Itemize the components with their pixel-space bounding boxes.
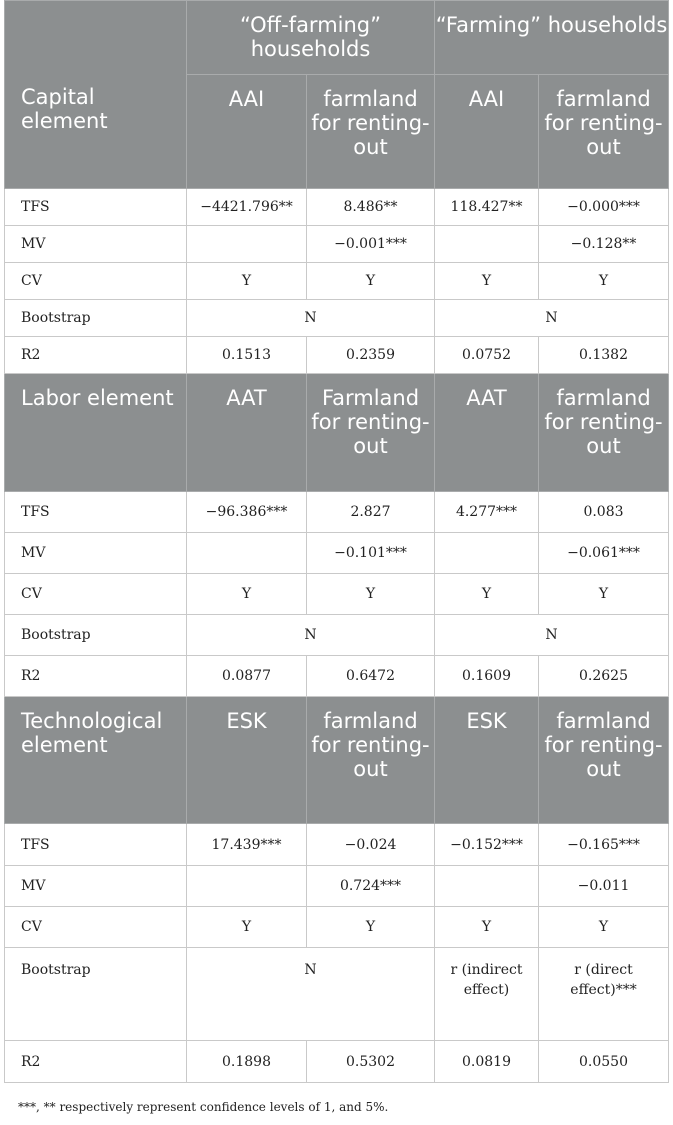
group-farming: “Farming” households [435,1,669,75]
cell [187,226,307,263]
row-label: R2 [5,337,187,374]
table-row [5,189,669,226]
row-label: Bootstrap [5,300,187,337]
col-header: Farmland for renting-out [307,374,435,492]
row-label: R2 [5,1041,187,1083]
section-element-label: Capital element [5,1,187,189]
cell: 0.1609 [435,656,539,697]
table-row [5,492,669,533]
cell: N [187,615,435,656]
cell: 0.2625 [539,656,669,697]
col-header: farmland for renting-out [307,697,435,824]
cell [435,866,539,907]
cell: Y [307,574,435,615]
row-label: MV [5,866,187,907]
cell: Y [539,907,669,948]
cell: Y [307,263,435,300]
table-footnote: ***, ** respectively represent confidence levels of 1, and 5%. [18,1100,389,1114]
cell: −0.000*** [539,189,669,226]
table-row [5,948,669,1041]
cell: −96.386*** [187,492,307,533]
cell [187,533,307,574]
cell: 0.0752 [435,337,539,374]
col-header: farmland for renting-out [539,374,669,492]
table-row [5,615,669,656]
cell: N [187,300,435,337]
cell: N [187,948,435,1041]
col-header: farmland for renting-out [307,75,435,189]
row-label: R2 [5,656,187,697]
row-label: MV [5,533,187,574]
cell: 0.5302 [307,1041,435,1083]
cell: 0.1513 [187,337,307,374]
table-row [5,533,669,574]
cell: Y [435,907,539,948]
cell: −0.024 [307,824,435,866]
row-label: CV [5,907,187,948]
row-label: Bootstrap [5,948,187,1041]
table-row [5,866,669,907]
table-row [5,574,669,615]
cell: −0.101*** [307,533,435,574]
cell: 0.1898 [187,1041,307,1083]
col-header: AAT [187,374,307,492]
row-label: MV [5,226,187,263]
cell: −0.001*** [307,226,435,263]
cell: 0.1382 [539,337,669,374]
table-row [5,337,669,374]
cell: −0.152*** [435,824,539,866]
cell [435,533,539,574]
cell: Y [187,574,307,615]
row-label: TFS [5,189,187,226]
cell: 0.6472 [307,656,435,697]
row-label: TFS [5,492,187,533]
row-label: CV [5,574,187,615]
col-header: farmland for renting-out [539,697,669,824]
cell: 2.827 [307,492,435,533]
table-row [5,1041,669,1083]
cell: Y [435,574,539,615]
col-header: AAT [435,374,539,492]
cell: r (indirect effect) [435,948,539,1041]
cell: 118.427** [435,189,539,226]
table-row [5,907,669,948]
section-header-row [5,374,669,492]
section-element-label: Technological element [5,697,187,824]
cell: 8.486** [307,189,435,226]
row-label: Bootstrap [5,615,187,656]
cell: 0.0550 [539,1041,669,1083]
col-header: AAI [187,75,307,189]
group-header-row [5,1,669,75]
col-header: ESK [187,697,307,824]
results-table [4,0,669,1083]
cell: −0.165*** [539,824,669,866]
cell: Y [187,263,307,300]
cell: 0.2359 [307,337,435,374]
cell: Y [187,907,307,948]
col-header: ESK [435,697,539,824]
cell: r (direct effect)*** [539,948,669,1041]
table-row [5,226,669,263]
section-header-row [5,697,669,824]
cell: −0.011 [539,866,669,907]
col-header: farmland for renting-out [539,75,669,189]
row-label: TFS [5,824,187,866]
cell [187,866,307,907]
cell: Y [435,263,539,300]
cell: −0.061*** [539,533,669,574]
cell: 4.277*** [435,492,539,533]
table-row [5,263,669,300]
cell: 0.083 [539,492,669,533]
cell: 17.439*** [187,824,307,866]
cell: 0.0877 [187,656,307,697]
cell: 0.0819 [435,1041,539,1083]
cell: N [435,615,669,656]
cell [435,226,539,263]
cell: Y [539,574,669,615]
cell: 0.724*** [307,866,435,907]
group-off-farming: “Off-farming” households [187,1,435,75]
table-row [5,824,669,866]
cell: −4421.796** [187,189,307,226]
row-label: CV [5,263,187,300]
col-header: AAI [435,75,539,189]
section-element-label: Labor element [5,374,187,492]
table-row [5,656,669,697]
table-row [5,300,669,337]
cell: Y [539,263,669,300]
cell: N [435,300,669,337]
cell: Y [307,907,435,948]
cell: −0.128** [539,226,669,263]
